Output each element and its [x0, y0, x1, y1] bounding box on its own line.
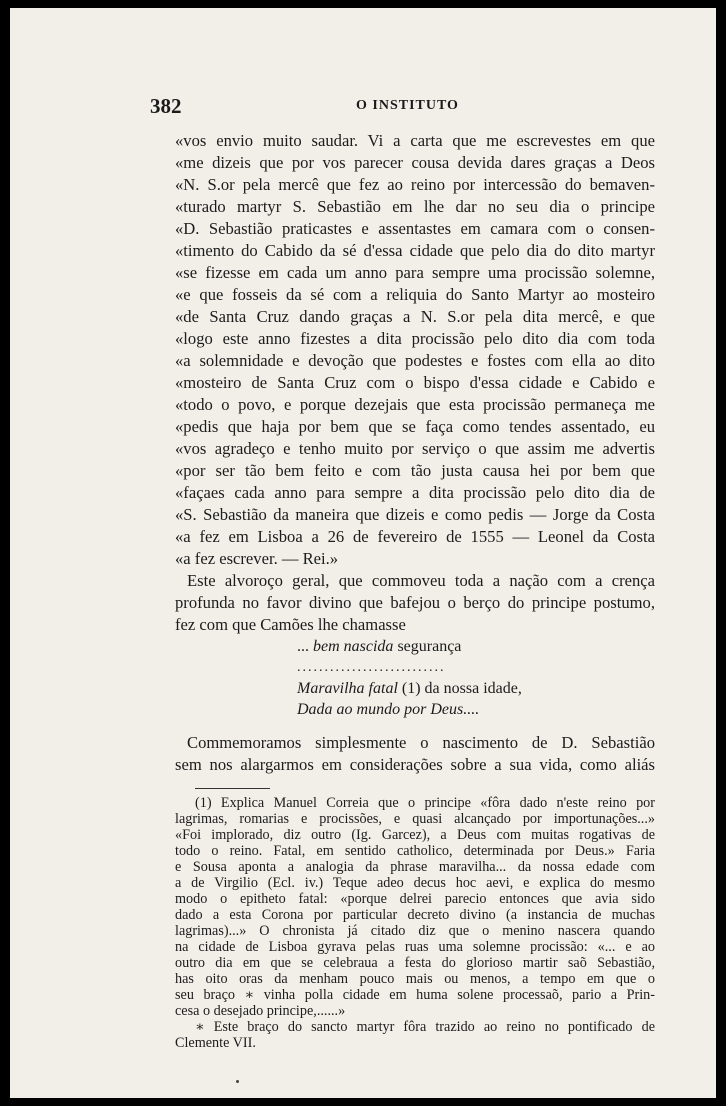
footnote-line: seu braço ∗ vinha polla cidade em huma solene processaõ, pario a Prin-	[175, 987, 655, 1003]
footnote-line: todo o reino. Fatal, em sentido catholico, determinada por Deus.» Faria	[175, 843, 655, 859]
footnote-line: lagrimas)...» O chronista já citado diz que o menino nascera quando	[175, 923, 655, 939]
book-page	[10, 8, 716, 1098]
verse-line: Dada ao mundo por Deus....	[297, 701, 480, 718]
text-line: sem nos alargarmos em considerações sobre a sua vida, como aliás	[175, 755, 655, 774]
text-line: «a solemnidade e devoção que podestes e fostes com ella ao dito	[175, 351, 655, 370]
text-line: «me dizeis que por vos parecer cousa devida dares graças a Deos	[175, 153, 655, 172]
verse-text: (1) da nossa idade,	[401, 680, 522, 697]
text-line: «mosteiro de Santa Cruz com o bispo d'essa cidade e Cabido e	[175, 373, 655, 392]
text-line: profunda no favor divino que bafejou o berço do principe postumo,	[175, 593, 655, 612]
footnote-line: cesa o desejado principe,......»	[175, 1003, 346, 1019]
verse-line	[175, 678, 655, 699]
verse-italic: bem nascida	[313, 638, 394, 655]
footnote-line: has oito oras da menham pouco mais ou menos, a tempo em que o	[175, 971, 655, 987]
page-number: 382	[150, 94, 182, 118]
footnote-line: modo o epitheto fatal: «porque delrei parecio entonces que avia sido	[175, 891, 655, 907]
text-line: «timento do Cabido da sé d'essa cidade que pelo dia do dito martyr	[175, 241, 655, 260]
text-line: «turado martyr S. Sebastião em lhe dar no seu dia o principe	[175, 197, 655, 216]
footnote-line: lagrimas, romarias e procissões, e quasi alcançado por importunações...»	[175, 811, 655, 827]
page-body	[175, 130, 655, 1051]
letter-quotation	[175, 130, 655, 570]
footnote-line: na cidade de Lisboa gyrava pelas ruas uma solemne procissão: «... e ao	[175, 939, 655, 955]
footnote-subnote-line: ∗ Este braço do sancto martyr fôra trazido ao reino no pontificado de	[195, 1019, 655, 1035]
text-line: «N. S.or pela mercê que fez ao reino por intercessão do bemaven-	[175, 175, 655, 194]
text-line: «e que fosseis da sé com a reliquia do Santo Martyr ao mosteiro	[175, 285, 655, 304]
ink-speck	[236, 1080, 239, 1083]
text-line: «façaes cada anno para sempre a dita procissão pelo dito dia de	[175, 483, 655, 502]
text-line: «por ser tão bem feito e com tão justa causa hei por bem que	[175, 461, 655, 480]
footnote	[175, 795, 655, 1051]
verse-quotation	[175, 636, 655, 720]
text-line: «S. Sebastião da maneira que dizeis e como pedis — Jorge da Costa	[175, 505, 655, 524]
page-header	[10, 94, 716, 124]
footnote-subnote-line: Clemente VII.	[175, 1035, 256, 1051]
text-line: Commemoramos simplesmente o nascimento de D. Sebastião	[187, 733, 655, 752]
footnote-divider	[195, 788, 270, 789]
verse-text: segurança	[397, 638, 462, 655]
footnote-line: a de Virgilio (Ecl. iv.) Teque adeo decus hoc aevi, e explica do mesmo	[175, 875, 655, 891]
text-line: «se fizesse em cada um anno para sempre uma procissão solemne,	[175, 263, 655, 282]
text-line: «vos envio muito saudar. Vi a carta que me escrevestes em que	[175, 131, 655, 150]
paragraph-alvoroco	[175, 570, 655, 636]
paragraph-commemoramos	[175, 732, 655, 776]
running-title: O INSTITUTO	[356, 98, 459, 113]
verse-ellipsis-line: ...........................	[297, 660, 446, 675]
text-line: «todo o povo, e porque dezejais que esta procissão permaneça me	[175, 395, 655, 414]
text-line: «D. Sebastião praticastes e assentastes em camara com o consen-	[175, 219, 655, 238]
text-line: «a fez escrever. — Rei.»	[175, 549, 339, 568]
footnote-line: (1) Explica Manuel Correia que o principe «fôra dado n'este reino por	[195, 795, 655, 811]
verse-italic: Maravilha fatal	[297, 680, 398, 697]
text-line: «de Santa Cruz dando graças a N. S.or pela dita mercê, e que	[175, 307, 655, 326]
text-line: «pedis que haja por bem que se faça como tendes assentado, eu	[175, 417, 655, 436]
footnote-line: dado a esta Corona por particular decreto divino (a instancia de muchas	[175, 907, 655, 923]
footnote-line: e Sousa aponta a analogia da phrase maravilha... da nossa edade com	[175, 859, 655, 875]
footnote-line: «Foi implorado, diz outro (Ig. Garcez), a Deus com muitas rogativas de	[175, 827, 655, 843]
text-line: Este alvoroço geral, que commoveu toda a nação com a crença	[187, 571, 655, 590]
text-line: fez com que Camões lhe chamasse	[175, 615, 406, 634]
text-line: «vos agradeço e tenho muito por serviço o que assim me advertis	[175, 439, 655, 458]
text-line: «a fez em Lisboa a 26 de fevereiro de 1555 — Leonel da Costa	[175, 527, 655, 546]
footnote-line: outro dia em que se celebraua a festa do glorioso martir saõ Sebastião,	[175, 955, 655, 971]
verse-line	[175, 636, 655, 657]
ellipsis: ...	[297, 638, 309, 655]
text-line: «logo este anno fizestes a dita procissão pelo dito dia com toda	[175, 329, 655, 348]
